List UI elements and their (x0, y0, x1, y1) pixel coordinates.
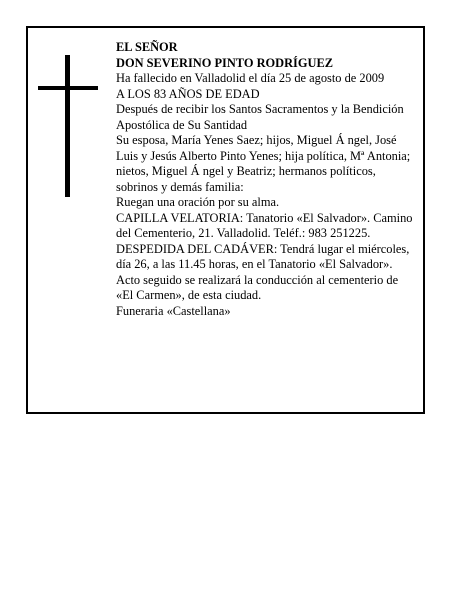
funeral-home-line: Funeraria «Castellana» (116, 303, 231, 318)
prayer-line: Ruegan una oración por su alma. (116, 195, 280, 209)
chapel-line: CAPILLA VELATORIA: Tanatorio «El Salvador». Camino del Cementerio, 21. Valladolid. Teléf.: 983 251225. (116, 210, 413, 240)
cross-vertical-bar (65, 55, 70, 197)
family-line: Su esposa, María Yenes Saez; hijos, Miguel Á ngel, José Luis y Jesús Alberto Pinto Yenes; hija política, Mª Antonia; nietos, Miguel Á ngel y Beatriz; hermanos políticos, sobrinos y demás familia: (116, 133, 411, 194)
cross-horizontal-bar (38, 86, 98, 90)
obituary-frame (26, 26, 425, 414)
sacraments-line: Después de recibir los Santos Sacramentos y la Bendición Apostólica de Su Santidad (116, 102, 404, 132)
death-line: Ha fallecido en Valladolid el día 25 de agosto de 2009 (116, 71, 385, 85)
age-line: A LOS 83 AÑOS DE EDAD (116, 86, 260, 101)
honorific: EL SEÑOR (116, 40, 178, 54)
cross-icon (38, 55, 98, 197)
deceased-name: DON SEVERINO PINTO RODRÍGUEZ (116, 55, 333, 70)
obituary-text (116, 40, 416, 319)
farewell-line: DESPEDIDA DEL CADÁVER: Tendrá lugar el miércoles, día 26, a las 11.45 horas, en el Tanatorio «El Salvador». Acto seguido se realizará la conducción al cementerio de «El Carmen», de esta ciudad. (116, 241, 410, 302)
